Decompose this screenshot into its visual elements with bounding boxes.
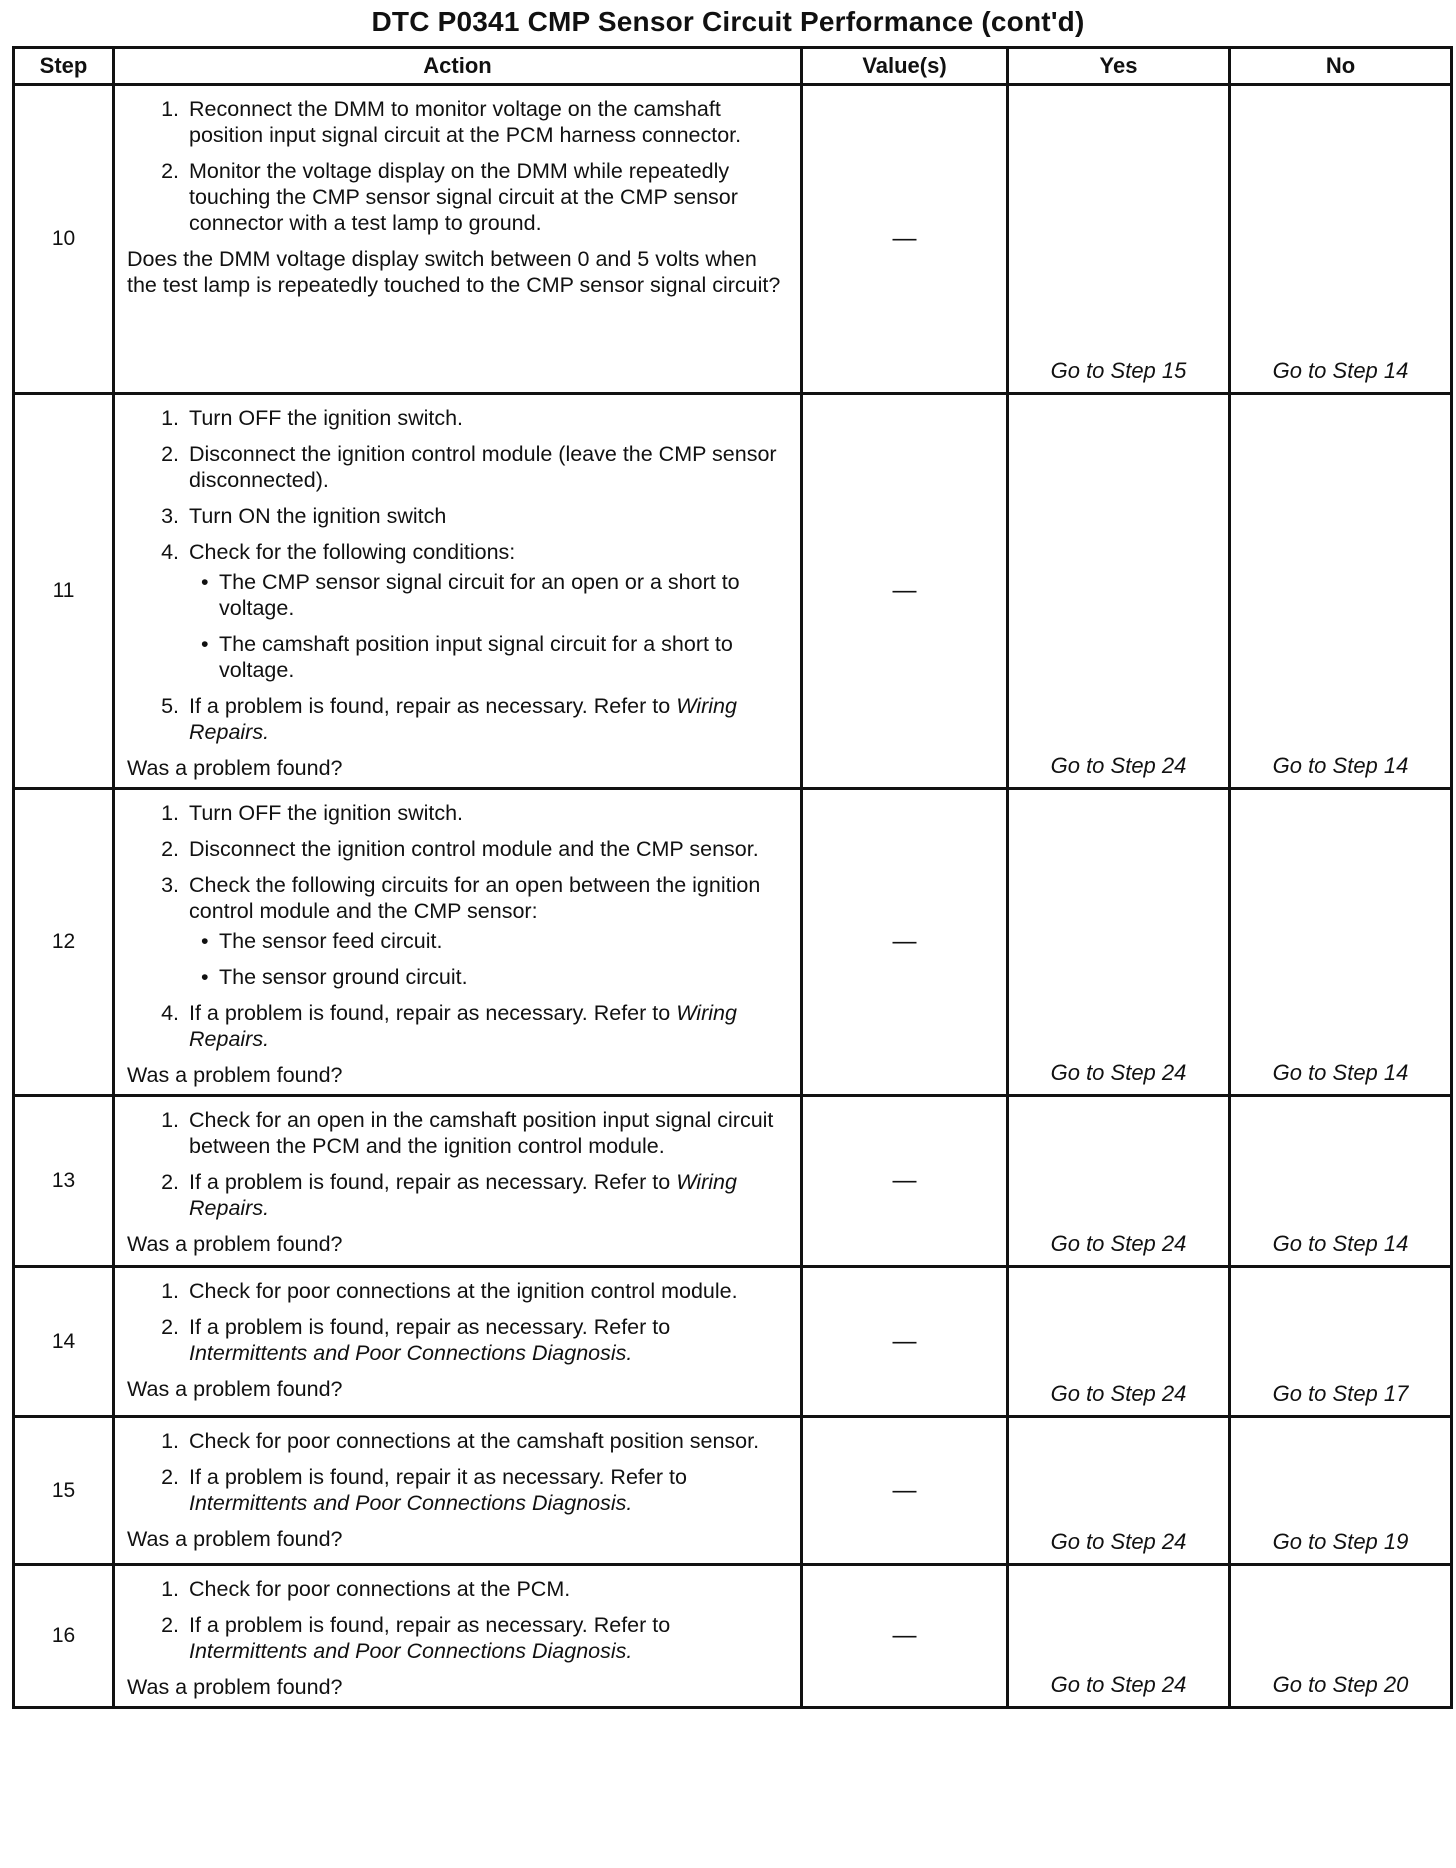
action-step — [185, 1107, 788, 1159]
yes-result: Go to Step 24 — [1008, 1096, 1230, 1267]
question-text: Was a problem found? — [127, 1527, 343, 1551]
question-text: Was a problem found? — [127, 1377, 343, 1401]
action-step-text: Turn OFF the ignition switch. — [189, 801, 464, 825]
action-step-text: If a problem is found, repair as necessary. Refer to — [189, 1001, 671, 1025]
no-result: Go to Step 17 — [1230, 1267, 1452, 1417]
column-header-no: No — [1230, 48, 1452, 85]
action-step — [185, 158, 788, 236]
action-steps-list — [127, 96, 788, 236]
condition-item: • The sensor ground circuit. — [219, 964, 788, 990]
step-number: 15 — [14, 1417, 114, 1565]
action-cell — [114, 789, 802, 1096]
yes-result: Go to Step 24 — [1008, 1565, 1230, 1708]
action-step-text: Check the following circuits for an open between the ignition control module and the CMP sensor: — [189, 873, 761, 923]
action-cell — [114, 85, 802, 394]
reference-link: Wiring Repairs. — [189, 694, 737, 744]
step-number: 13 — [14, 1096, 114, 1267]
action-step — [185, 1464, 788, 1516]
no-result: Go to Step 14 — [1230, 85, 1452, 394]
action-step-text: If a problem is found, repair as necessary. Refer to — [189, 1170, 671, 1194]
action-step — [185, 693, 788, 745]
action-step — [185, 503, 788, 529]
action-step-text: If a problem is found, repair as necessary. Refer to — [189, 694, 671, 718]
value-cell: — — [802, 394, 1008, 789]
action-step — [185, 1000, 788, 1052]
action-step — [185, 405, 788, 431]
action-step-text: Check for the following conditions: — [189, 540, 516, 564]
reference-link: Wiring Repairs. — [189, 1001, 737, 1051]
action-step-text: If a problem is found, repair as necessary. Refer to — [189, 1613, 671, 1637]
table-row — [14, 1096, 1452, 1267]
action-step-text: Disconnect the ignition control module (leave the CMP sensor disconnected). — [189, 442, 777, 492]
question-text: Was a problem found? — [127, 1675, 343, 1699]
step-number: 11 — [14, 394, 114, 789]
value-cell: — — [802, 789, 1008, 1096]
action-cell — [114, 1565, 802, 1708]
action-steps-list — [127, 1107, 788, 1221]
action-step-text: Reconnect the DMM to monitor voltage on the camshaft position input signal circuit at the PCM harness connector. — [189, 97, 742, 147]
condition-item: • The camshaft position input signal circuit for a short to voltage. — [219, 631, 788, 683]
step-number: 16 — [14, 1565, 114, 1708]
action-step — [185, 1314, 788, 1366]
action-step — [185, 836, 788, 862]
action-step-text: If a problem is found, repair as necessary. Refer to — [189, 1315, 671, 1339]
action-step — [185, 1428, 788, 1454]
page-title: DTC P0341 CMP Sensor Circuit Performance (cont'd) — [371, 6, 1085, 37]
condition-item: • The CMP sensor signal circuit for an open or a short to voltage. — [219, 569, 788, 621]
column-header-yes: Yes — [1008, 48, 1230, 85]
action-step-text: Disconnect the ignition control module and the CMP sensor. — [189, 837, 759, 861]
action-cell — [114, 394, 802, 789]
yes-result: Go to Step 24 — [1008, 1267, 1230, 1417]
value-cell: — — [802, 1267, 1008, 1417]
table-row — [14, 394, 1452, 789]
column-header-step: Step — [14, 48, 114, 85]
condition-item: • The sensor feed circuit. — [219, 928, 788, 954]
action-step — [185, 1612, 788, 1664]
yes-result: Go to Step 24 — [1008, 1417, 1230, 1565]
action-step-text: If a problem is found, repair it as necessary. Refer to — [189, 1465, 687, 1489]
action-steps-list — [127, 1576, 788, 1664]
value-cell: — — [802, 1096, 1008, 1267]
action-step — [185, 800, 788, 826]
step-number: 12 — [14, 789, 114, 1096]
value-cell: — — [802, 85, 1008, 394]
table-row — [14, 789, 1452, 1096]
question-text: Was a problem found? — [127, 756, 343, 780]
reference-link: Intermittents and Poor Connections Diagnosis. — [189, 1639, 633, 1663]
action-step — [185, 539, 788, 683]
yes-result: Go to Step 24 — [1008, 394, 1230, 789]
no-result: Go to Step 14 — [1230, 394, 1452, 789]
step-number: 10 — [14, 85, 114, 394]
action-step-text: Check for poor connections at the ignition control module. — [189, 1279, 738, 1303]
action-step — [185, 1576, 788, 1602]
reference-link: Intermittents and Poor Connections Diagnosis. — [189, 1341, 633, 1365]
yes-result: Go to Step 24 — [1008, 789, 1230, 1096]
action-cell — [114, 1267, 802, 1417]
action-step — [185, 1278, 788, 1304]
table-header-row — [14, 48, 1452, 85]
action-step-text: Turn ON the ignition switch — [189, 504, 447, 528]
action-steps-list — [127, 405, 788, 745]
no-result: Go to Step 14 — [1230, 1096, 1452, 1267]
value-cell: — — [802, 1417, 1008, 1565]
value-cell: — — [802, 1565, 1008, 1708]
condition-list — [189, 569, 788, 683]
action-step-text: Check for poor connections at the PCM. — [189, 1577, 571, 1601]
no-result: Go to Step 14 — [1230, 789, 1452, 1096]
no-result: Go to Step 19 — [1230, 1417, 1452, 1565]
action-step — [185, 1169, 788, 1221]
action-step-text: Turn OFF the ignition switch. — [189, 406, 464, 430]
action-cell — [114, 1096, 802, 1267]
question-text: Was a problem found? — [127, 1232, 343, 1256]
action-steps-list — [127, 800, 788, 1052]
table-row — [14, 85, 1452, 394]
diagnostic-table — [12, 46, 1453, 1709]
action-step — [185, 441, 788, 493]
action-cell — [114, 1417, 802, 1565]
reference-link: Intermittents and Poor Connections Diagnosis. — [189, 1491, 633, 1515]
table-row — [14, 1417, 1452, 1565]
action-steps-list — [127, 1278, 788, 1366]
table-row — [14, 1565, 1452, 1708]
question-text: Does the DMM voltage display switch between 0 and 5 volts when the test lamp is repeatedly touched to the CMP sensor signal circuit? — [127, 247, 781, 297]
condition-list — [189, 928, 788, 990]
reference-link: Wiring Repairs. — [189, 1170, 737, 1220]
action-steps-list — [127, 1428, 788, 1516]
action-step-text: Check for an open in the camshaft position input signal circuit between the PCM and the ignition control module. — [189, 1108, 774, 1158]
yes-result: Go to Step 15 — [1008, 85, 1230, 394]
question-text: Was a problem found? — [127, 1063, 343, 1087]
column-header-action: Action — [114, 48, 802, 85]
action-step — [185, 872, 788, 990]
no-result: Go to Step 20 — [1230, 1565, 1452, 1708]
action-step — [185, 96, 788, 148]
column-header-values: Value(s) — [802, 48, 1008, 85]
action-step-text: Check for poor connections at the camshaft position sensor. — [189, 1429, 760, 1453]
action-step-text: Monitor the voltage display on the DMM while repeatedly touching the CMP sensor signal circuit at the CMP sensor connector with a test lamp to ground. — [189, 159, 738, 235]
step-number: 14 — [14, 1267, 114, 1417]
table-row — [14, 1267, 1452, 1417]
